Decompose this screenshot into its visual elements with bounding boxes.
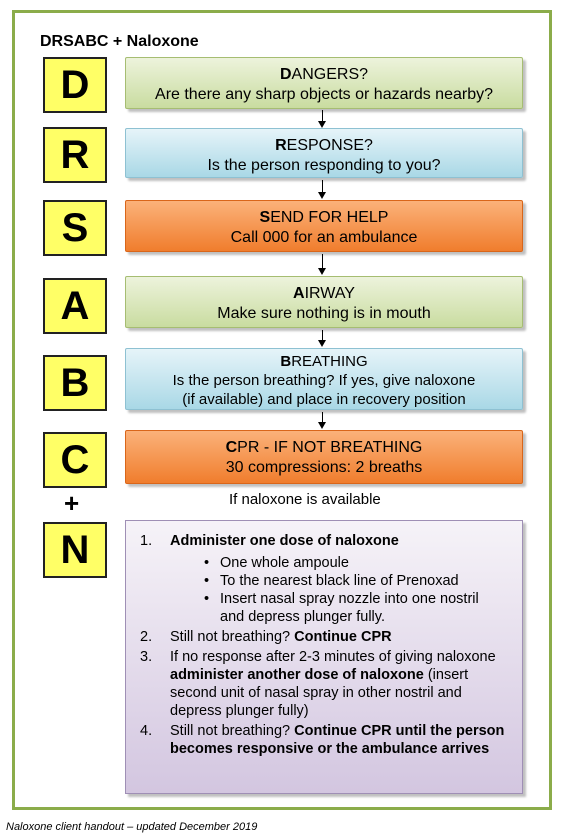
naloxone-note: If naloxone is available [229,491,381,508]
letter-s: S [43,200,107,256]
instruction-item: 2. Still not breathing? Continue CPR [140,629,392,645]
step-airway [125,276,523,328]
step-text: Is the person breathing? If yes, give naloxone [172,372,476,389]
step-dangers [125,57,523,109]
letter-a: A [43,278,107,334]
step-heading: DANGERS? [279,66,369,83]
instruction-item: 3. If no response after 2-3 minutes of giving naloxone administer another dose of naloxone (insert second unit of nasal spray in other nostril and depress plunger fully) [140,649,496,719]
letter-b: B [43,355,107,411]
letter-n: N [43,522,107,578]
instruction-item: 1. Administer one dose of naloxone • One whole ampoule • To the nearest black line of Prenoxad • Insert nasal spray nozzle into one nostril and depress plunger fully. [140,532,506,626]
step-heading: AIRWAY [293,285,355,302]
footer-note: Naloxone client handout – updated December 2019 [6,821,258,833]
step-heading: CPR - IF NOT BREATHING [225,439,423,456]
letter-d: D [43,57,107,113]
bullet-item: • Insert nasal spray nozzle into one nostril and depress plunger fully. [204,590,506,626]
step-text: Make sure nothing is in mouth [217,305,431,322]
letter-c: C [43,432,107,488]
step-text: Are there any sharp objects or hazards nearby? [155,86,493,103]
step-text: 30 compressions: 2 breaths [225,459,423,476]
step-response [125,128,523,178]
step-text: Call 000 for an ambulance [230,229,418,246]
letter-r: R [43,127,107,183]
step-heading: RESPONSE? [275,137,373,154]
bullet-list [170,554,506,626]
step-send-for-help [125,200,523,252]
instruction-item: 4. Still not breathing? Continue CPR until the person becomes responsive or the ambulance arrives [140,723,505,757]
page-title: DRSABC + Naloxone [40,33,199,50]
step-text: Is the person responding to you? [207,157,441,174]
step-text: (if available) and place in recovery position [182,391,466,408]
step-heading: BREATHING [280,353,368,370]
step-heading: SEND FOR HELP [259,209,389,226]
step-breathing [125,348,523,410]
plus-sign: + [64,488,80,518]
bullet-item: • To the nearest black line of Prenoxad [204,572,506,590]
instruction-list [140,532,506,758]
naloxone-instructions [125,520,523,794]
step-cpr [125,430,523,484]
bullet-item: • One whole ampoule [204,554,506,572]
